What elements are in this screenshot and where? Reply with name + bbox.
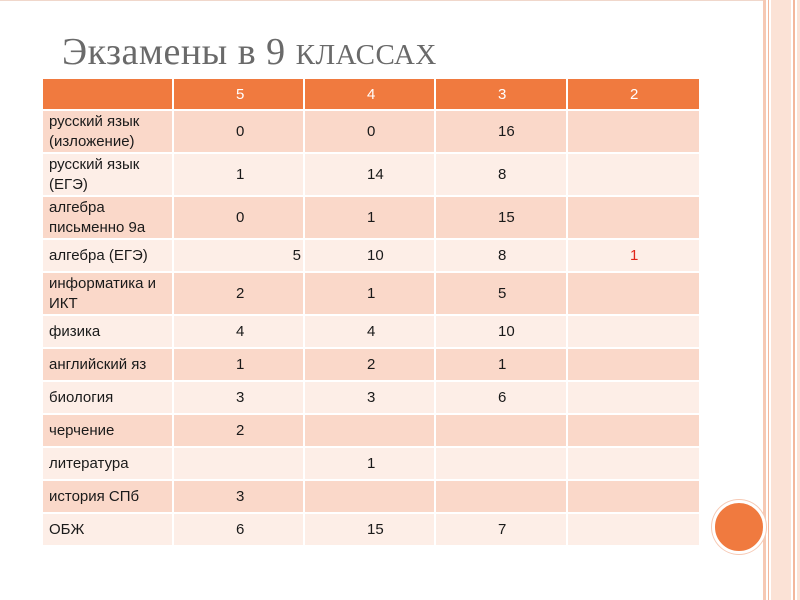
table-row — [43, 513, 699, 545]
table-row — [43, 272, 699, 315]
table-row — [43, 381, 699, 414]
table-header-row — [43, 79, 699, 110]
grade-4-cell — [304, 480, 435, 513]
grade-3-cell: 16 — [435, 110, 567, 153]
grade-4-cell: 1 — [304, 196, 435, 239]
grade-5-cell: 5 — [173, 239, 304, 272]
table-row — [43, 153, 699, 196]
decor-stripe — [793, 0, 795, 600]
grade-5-cell: 1 — [173, 348, 304, 381]
grade-3-cell — [435, 480, 567, 513]
table-row — [43, 315, 699, 348]
subject-cell: черчение — [43, 414, 173, 447]
grade-5-cell: 0 — [173, 110, 304, 153]
header-cell-subject — [43, 79, 173, 110]
grade-5-cell — [173, 447, 304, 480]
grade-4-cell: 14 — [304, 153, 435, 196]
grade-5-cell: 0 — [173, 196, 304, 239]
grade-5-cell: 3 — [173, 480, 304, 513]
grade-4-cell: 2 — [304, 348, 435, 381]
grade-2-cell — [567, 414, 699, 447]
subject-cell: алгебра (ЕГЭ) — [43, 239, 173, 272]
subject-cell: физика — [43, 315, 173, 348]
grade-5-cell: 3 — [173, 381, 304, 414]
slide-title — [62, 30, 437, 74]
table-row — [43, 196, 699, 239]
grade-4-cell: 0 — [304, 110, 435, 153]
grade-4-cell — [304, 414, 435, 447]
title-main: Экзамены в 9 — [62, 31, 286, 73]
grade-4-cell: 4 — [304, 315, 435, 348]
grade-2-cell — [567, 272, 699, 315]
grade-3-cell: 7 — [435, 513, 567, 545]
table-row — [43, 348, 699, 381]
grade-5-cell: 1 — [173, 153, 304, 196]
table-row — [43, 447, 699, 480]
grade-3-cell: 1 — [435, 348, 567, 381]
grade-5-cell: 4 — [173, 315, 304, 348]
grade-2-cell — [567, 480, 699, 513]
table-row — [43, 480, 699, 513]
grade-5-cell: 6 — [173, 513, 304, 545]
decor-stripe — [768, 0, 769, 600]
subject-cell: русский язык (изложение) — [43, 110, 173, 153]
decor-circle — [712, 500, 766, 554]
table-row — [43, 239, 699, 272]
header-cell-grade-4: 4 — [304, 79, 435, 110]
grade-4-cell: 1 — [304, 447, 435, 480]
grade-4-cell: 3 — [304, 381, 435, 414]
grade-2-cell — [567, 447, 699, 480]
header-cell-grade-5: 5 — [173, 79, 304, 110]
subject-cell: ОБЖ — [43, 513, 173, 545]
grade-5-cell: 2 — [173, 272, 304, 315]
subject-cell: английский яз — [43, 348, 173, 381]
subject-cell: литература — [43, 447, 173, 480]
subject-cell: история СПб — [43, 480, 173, 513]
grade-2-cell — [567, 315, 699, 348]
grade-2-cell — [567, 110, 699, 153]
table-row — [43, 110, 699, 153]
table-row — [43, 414, 699, 447]
grade-2-cell — [567, 348, 699, 381]
grade-2-cell — [567, 381, 699, 414]
title-small-caps: КЛАССАХ — [295, 39, 437, 71]
subject-cell: биология — [43, 381, 173, 414]
header-cell-grade-2: 2 — [567, 79, 699, 110]
subject-cell: информатика и ИКТ — [43, 272, 173, 315]
grade-2-cell — [567, 196, 699, 239]
grade-3-cell — [435, 414, 567, 447]
grade-5-cell: 2 — [173, 414, 304, 447]
grade-3-cell — [435, 447, 567, 480]
decor-stripe — [763, 0, 766, 600]
grade-4-cell: 10 — [304, 239, 435, 272]
grade-3-cell: 15 — [435, 196, 567, 239]
decor-stripe — [771, 0, 791, 600]
grade-2-cell: 1 — [567, 239, 699, 272]
grade-2-cell — [567, 513, 699, 545]
grade-3-cell: 10 — [435, 315, 567, 348]
slide-border — [0, 0, 763, 1]
header-cell-grade-3: 3 — [435, 79, 567, 110]
grade-2-cell — [567, 153, 699, 196]
grade-4-cell: 15 — [304, 513, 435, 545]
grade-3-cell: 5 — [435, 272, 567, 315]
grade-4-cell: 1 — [304, 272, 435, 315]
exam-results-table — [43, 79, 699, 545]
grade-3-cell: 8 — [435, 239, 567, 272]
grade-3-cell: 6 — [435, 381, 567, 414]
subject-cell: алгебра письменно 9а — [43, 196, 173, 239]
grade-3-cell: 8 — [435, 153, 567, 196]
subject-cell: русский язык (ЕГЭ) — [43, 153, 173, 196]
